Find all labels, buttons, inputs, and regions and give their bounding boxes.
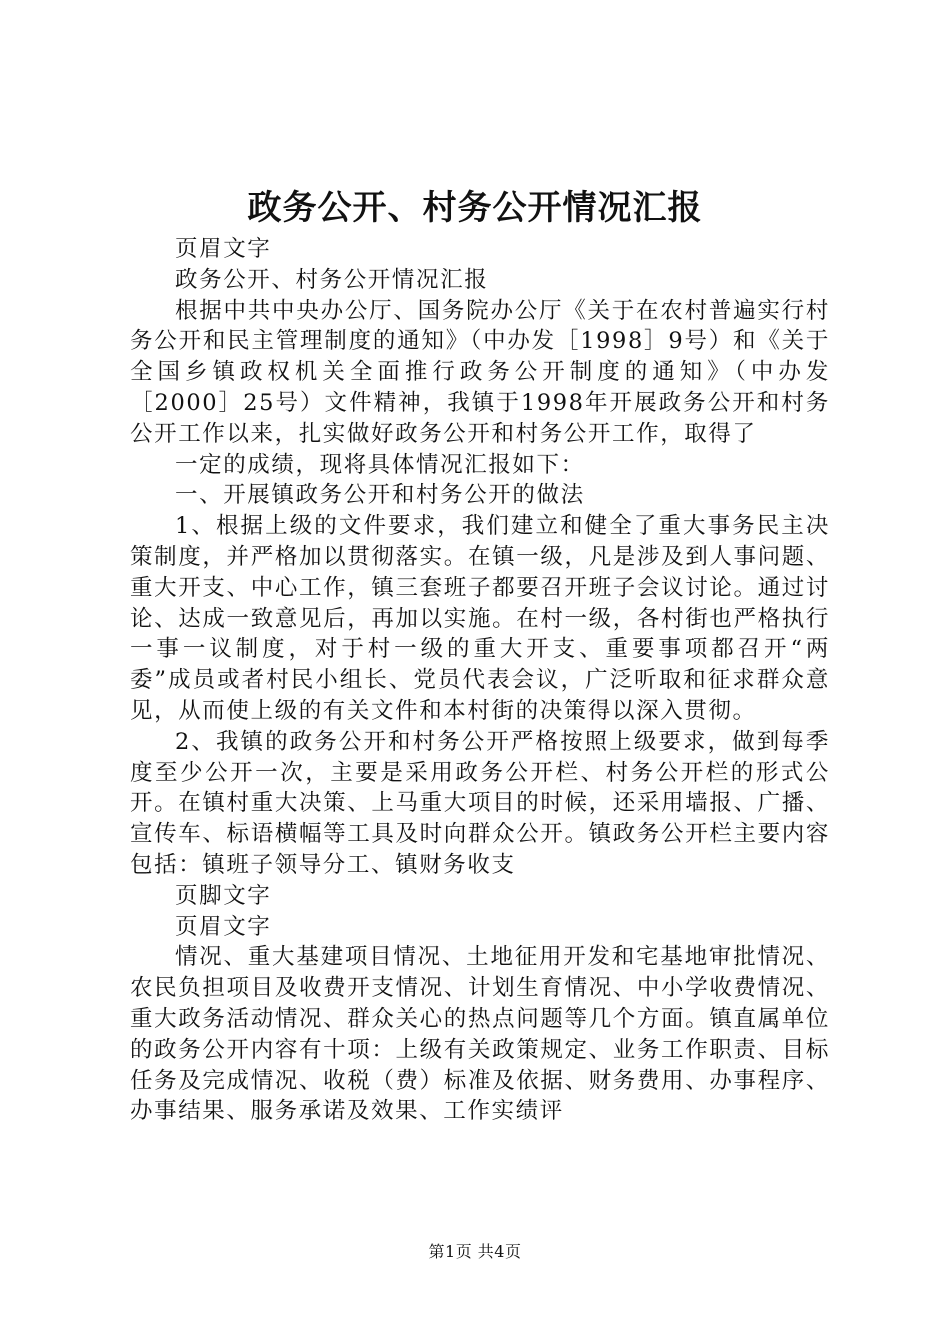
subtitle-paragraph: 政务公开、村务公开情况汇报 xyxy=(175,266,489,293)
document-title: 政务公开、村务公开情况汇报 xyxy=(247,188,703,228)
point-one-paragraph: 1、根据上级的文件要求，我们建立和健全了重大事务民主决策制度，并严格加以贯彻落实。在镇一级，凡是涉及到人事问题、重大开支、中心工作，镇三套班子都要召开班子会议讨论。通过讨论、达成一致意见后，再加以实施。在村一级，各村街也严格执行一事一议制度，对于村一级的重大开支、重要事项都召开“两委”成员或者村民小组长、党员代表会议，广泛听取和征求群众意见，从而使上级的有关文件和本村街的决策得以深入贯彻。 xyxy=(130,513,830,724)
intro-paragraph: 根据中共中央办公厅、国务院办公厅《关于在农村普遍实行村务公开和民主管理制度的通知》（中办发［1998］9号）和《关于全国乡镇政权机关全面推行政务公开制度的通知》（中办发［2000］25号）文件精神，我镇于1998年开展政务公开和村务公开工作以来，扎实做好政务公开和村务公开工作，取得了 xyxy=(130,297,830,447)
continuation-paragraph: 情况、重大基建项目情况、土地征用开发和宅基地审批情况、农民负担项目及收费开支情况、计划生育情况、中小学收费情况、重大政务活动情况、群众关心的热点问题等几个方面。镇直属单位的政务公开内容有十项：上级有关政策规定、业务工作职责、目标任务及完成情况、收税（费）标准及依据、财务费用、办事程序、办事结果、服务承诺及效果、工作实绩评 xyxy=(130,944,830,1125)
header-placeholder-text: 页眉文字 xyxy=(175,913,272,940)
header-placeholder-text: 页眉文字 xyxy=(175,236,272,262)
point-two-paragraph: 2、我镇的政务公开和村务公开严格按照上级要求，做到每季度至少公开一次，主要是采用政务公开栏、村务公开栏的形式公开。在镇村重大决策、上马重大项目的时候，还采用墙报、广播、宣传车、标语横幅等工具及时向群众公开。镇政务公开栏主要内容包括：镇班子领导分工、镇财务收支 xyxy=(130,728,830,878)
intro-continuation-paragraph: 一定的成绩，现将具体情况汇报如下： xyxy=(175,451,585,478)
footer-placeholder-text: 页脚文字 xyxy=(175,882,272,909)
page-number-footer: 第1页 共4页 xyxy=(428,1242,522,1261)
document-body xyxy=(130,234,830,1127)
section-heading: 一、开展镇政务公开和村务公开的做法 xyxy=(175,482,585,509)
